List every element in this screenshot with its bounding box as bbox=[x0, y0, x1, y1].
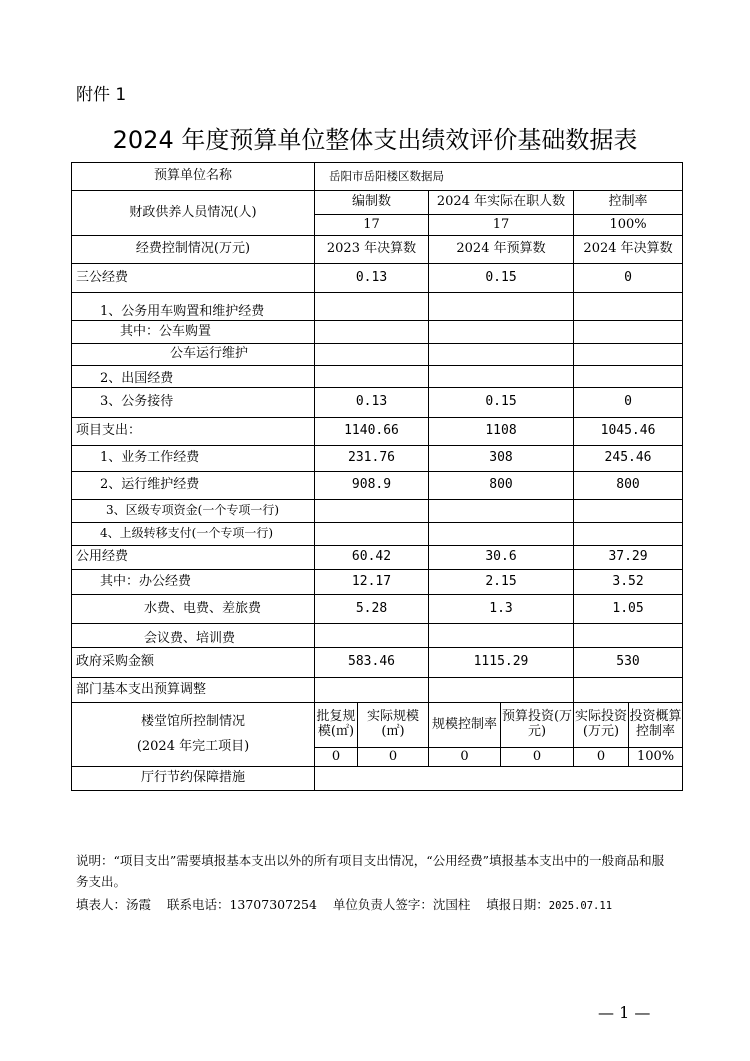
attachment-label: 附件 1 bbox=[76, 85, 127, 105]
row-label: 三公经费 bbox=[72, 264, 315, 293]
table-row bbox=[72, 446, 683, 472]
row-value bbox=[429, 344, 574, 366]
row-value bbox=[429, 678, 574, 703]
row-value: 0.13 bbox=[315, 388, 429, 418]
table-row bbox=[72, 678, 683, 703]
row-value bbox=[429, 523, 574, 546]
row-value bbox=[429, 366, 574, 388]
row-value: 12.17 bbox=[315, 570, 429, 595]
building-header-4: 实际投资(万元) bbox=[574, 703, 629, 748]
row-label: 水费、电费、差旅费 bbox=[72, 595, 315, 624]
row-value: 3.52 bbox=[574, 570, 683, 595]
row-value: 1.05 bbox=[574, 595, 683, 624]
row-value: 2.15 bbox=[429, 570, 574, 595]
row-value: 530 bbox=[574, 648, 683, 678]
building-value-2: 0 bbox=[429, 748, 501, 767]
row-value bbox=[429, 500, 574, 523]
row-value bbox=[315, 293, 429, 321]
table-row bbox=[72, 344, 683, 366]
funds-label: 经费控制情况(万元) bbox=[72, 236, 315, 264]
filler-line bbox=[76, 895, 612, 913]
date-value: 2025.07.11 bbox=[548, 900, 613, 912]
building-value-1: 0 bbox=[358, 748, 429, 767]
row-label: 3、区级专项资金(一个专项一行) bbox=[72, 500, 315, 523]
row-value: 1115.29 bbox=[429, 648, 574, 678]
row-value: 231.76 bbox=[315, 446, 429, 472]
row-value: 60.42 bbox=[315, 546, 429, 570]
building-header-1: 实际规模(㎡) bbox=[358, 703, 429, 748]
row-value bbox=[574, 624, 683, 648]
unit-row bbox=[72, 163, 683, 191]
staff-label: 财政供养人员情况(人) bbox=[72, 191, 315, 236]
staff-value-2: 100% bbox=[574, 215, 683, 236]
row-value bbox=[315, 366, 429, 388]
filler-label: 填表人： bbox=[76, 897, 127, 912]
unit-value: 岳阳市岳阳楼区数据局 bbox=[315, 163, 683, 191]
row-value bbox=[429, 321, 574, 344]
table-row bbox=[72, 570, 683, 595]
table-row bbox=[72, 321, 683, 344]
building-label-line2: (2024 年完工项目) bbox=[136, 738, 250, 754]
row-value: 308 bbox=[429, 446, 574, 472]
building-header-3: 预算投资(万元) bbox=[501, 703, 574, 748]
table-row bbox=[72, 595, 683, 624]
row-label: 部门基本支出预算调整 bbox=[72, 678, 315, 703]
row-label: 项目支出： bbox=[72, 418, 315, 446]
row-value bbox=[574, 344, 683, 366]
sign-name: 沈国柱 bbox=[432, 897, 471, 912]
row-label: 1、公务用车购置和维护经费 bbox=[72, 293, 315, 321]
table-row bbox=[72, 388, 683, 418]
row-value bbox=[315, 678, 429, 703]
row-label: 4、上级转移支付(一个专项一行) bbox=[72, 523, 315, 546]
building-label bbox=[72, 703, 315, 767]
row-value: 583.46 bbox=[315, 648, 429, 678]
funds-header-0: 2023 年决算数 bbox=[315, 236, 429, 264]
staff-value-1: 17 bbox=[429, 215, 574, 236]
page-number: — 1 — bbox=[598, 1003, 651, 1022]
row-value bbox=[574, 293, 683, 321]
funds-header-2: 2024 年决算数 bbox=[574, 236, 683, 264]
date-label: 填报日期： bbox=[486, 897, 549, 912]
footnote: 说明：“项目支出”需要填报基本支出以外的所有项目支出情况，“公用经费”填报基本支出中的一般商品和服务支出。 bbox=[76, 853, 665, 889]
row-value: 1108 bbox=[429, 418, 574, 446]
table-row bbox=[72, 472, 683, 500]
staff-header-row bbox=[72, 191, 683, 215]
row-value bbox=[574, 678, 683, 703]
row-label: 2、出国经费 bbox=[72, 366, 315, 388]
building-value-4: 0 bbox=[574, 748, 629, 767]
funds-header-row bbox=[72, 236, 683, 264]
table-row bbox=[72, 500, 683, 523]
phone-value: 13707307254 bbox=[229, 897, 317, 912]
page-title: 2024 年度预算单位整体支出绩效评价基础数据表 bbox=[112, 126, 638, 154]
table-row bbox=[72, 264, 683, 293]
row-value bbox=[315, 624, 429, 648]
row-label: 1、业务工作经费 bbox=[72, 446, 315, 472]
building-value-3: 0 bbox=[501, 748, 574, 767]
row-value: 800 bbox=[429, 472, 574, 500]
row-value bbox=[315, 321, 429, 344]
row-value bbox=[315, 500, 429, 523]
row-value: 0.13 bbox=[315, 264, 429, 293]
table-row bbox=[72, 546, 683, 570]
table-row bbox=[72, 523, 683, 546]
row-label: 其中：公车购置 bbox=[72, 321, 315, 344]
sign-label: 单位负责人签字： bbox=[332, 897, 433, 912]
row-label: 公车运行维护 bbox=[72, 344, 315, 366]
row-value: 800 bbox=[574, 472, 683, 500]
measures-label: 厅行节约保障措施 bbox=[72, 767, 315, 791]
row-value: 1140.66 bbox=[315, 418, 429, 446]
row-value: 1045.46 bbox=[574, 418, 683, 446]
staff-header-1: 2024 年实际在职人数 bbox=[429, 191, 574, 215]
building-label-line1: 楼堂馆所控制情况 bbox=[140, 713, 245, 729]
row-label: 其中：办公经费 bbox=[72, 570, 315, 595]
measures-row bbox=[72, 767, 683, 791]
row-label: 公用经费 bbox=[72, 546, 315, 570]
row-value: 0.15 bbox=[429, 264, 574, 293]
row-label: 2、运行维护经费 bbox=[72, 472, 315, 500]
table-row bbox=[72, 366, 683, 388]
table-row bbox=[72, 293, 683, 321]
row-value bbox=[429, 293, 574, 321]
row-value: 5.28 bbox=[315, 595, 429, 624]
table-row bbox=[72, 624, 683, 648]
staff-header-0: 编制数 bbox=[315, 191, 429, 215]
row-label: 政府采购金额 bbox=[72, 648, 315, 678]
row-label: 会议费、培训费 bbox=[72, 624, 315, 648]
building-value-5: 100% bbox=[629, 748, 683, 767]
row-value bbox=[315, 344, 429, 366]
row-value bbox=[315, 523, 429, 546]
row-value: 0 bbox=[574, 264, 683, 293]
table-row bbox=[72, 418, 683, 446]
row-value: 0 bbox=[574, 388, 683, 418]
data-table bbox=[71, 162, 683, 791]
row-value: 30.6 bbox=[429, 546, 574, 570]
staff-value-0: 17 bbox=[315, 215, 429, 236]
row-value bbox=[574, 321, 683, 344]
building-header-0: 批复规模(㎡) bbox=[315, 703, 358, 748]
row-value: 0.15 bbox=[429, 388, 574, 418]
row-value bbox=[574, 366, 683, 388]
row-value: 245.46 bbox=[574, 446, 683, 472]
row-value: 37.29 bbox=[574, 546, 683, 570]
row-value bbox=[429, 624, 574, 648]
row-value: 908.9 bbox=[315, 472, 429, 500]
building-header-row bbox=[72, 703, 683, 748]
table-row bbox=[72, 648, 683, 678]
measures-value bbox=[315, 767, 683, 791]
row-label: 3、公务接待 bbox=[72, 388, 315, 418]
funds-header-1: 2024 年预算数 bbox=[429, 236, 574, 264]
unit-label: 预算单位名称 bbox=[72, 163, 315, 191]
filler-name: 汤霞 bbox=[126, 897, 152, 912]
phone-label: 联系电话： bbox=[166, 897, 230, 912]
row-value: 1.3 bbox=[429, 595, 574, 624]
staff-header-2: 控制率 bbox=[574, 191, 683, 215]
building-header-5: 投资概算控制率 bbox=[629, 703, 683, 748]
building-header-2: 规模控制率 bbox=[429, 703, 501, 748]
row-value bbox=[574, 500, 683, 523]
row-value bbox=[574, 523, 683, 546]
building-value-0: 0 bbox=[315, 748, 358, 767]
